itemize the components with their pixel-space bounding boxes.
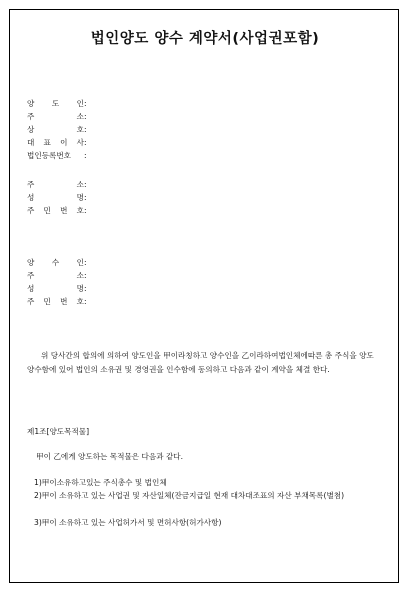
- field-label: 성 명: [27, 284, 84, 293]
- transferee-name-row: [27, 256, 87, 269]
- field-label: 주 민 번 호: [27, 206, 84, 215]
- field-label: 양 수 인: [27, 258, 84, 267]
- colon: :: [84, 99, 87, 108]
- colon: :: [84, 138, 87, 147]
- transferor-ceo-row: [27, 136, 87, 149]
- colon: :: [84, 271, 87, 280]
- colon: :: [84, 297, 87, 306]
- article-1-item-2: 2)甲이 소유하고 있는 사업권 및 자산일체(잔금지급일 현재 대차대조표의 자산 부채목록(별첨): [34, 491, 345, 500]
- transferor-corp-number-row: [27, 149, 87, 162]
- field-label: 양 도 인: [27, 99, 84, 108]
- field-label: 법인등록번호: [27, 151, 72, 160]
- field-label: 성 명: [27, 193, 84, 202]
- field-label: 주 민 번 호: [27, 297, 84, 306]
- rep-name-row: [27, 191, 87, 204]
- transferor-company-row: [27, 123, 87, 136]
- colon: :: [84, 193, 87, 202]
- colon: :: [84, 125, 87, 134]
- transferor-address-row: [27, 110, 87, 123]
- colon: :: [84, 258, 87, 267]
- field-label: 주 소: [27, 112, 84, 121]
- colon: :: [84, 206, 87, 215]
- article-1-item-1: 1)甲이소유하고있는 주식총수 및 법인체: [34, 478, 167, 487]
- transferee-id-row: [27, 295, 87, 308]
- transferor-name-row: [27, 97, 87, 110]
- field-label: 상 호: [27, 125, 84, 134]
- field-label: 주 소: [27, 271, 84, 280]
- colon: :: [84, 151, 87, 160]
- article-1-item-3: 3)甲이 소유하고 있는 사업허가서 및 면허사항(허가사항): [34, 518, 222, 527]
- transferee-address-row: [27, 269, 87, 282]
- transferee-person-name-row: [27, 282, 87, 295]
- rep-id-row: [27, 204, 87, 217]
- article-1-statement: 甲이 乙에게 양도하는 목적물은 다음과 같다.: [36, 452, 184, 461]
- intro-paragraph: 위 당사간의 합의에 의하여 양도인을 甲이라칭하고 양수인을 乙이라하여법인체에따른 총 주식을 양도 양수함에 있어 법인의 소유권 및 경영권을 인수함에 동의하고 다음과 같이 계약을 체결 한다.: [27, 351, 374, 374]
- rep-address-row: [27, 178, 87, 191]
- colon: :: [84, 180, 87, 189]
- field-label: 주 소: [27, 180, 84, 189]
- article-1-heading: 제1조[양도목적물]: [27, 427, 90, 436]
- field-label: 대 표 이 사: [27, 138, 84, 147]
- document-title: 법인양도 양수 계약서(사업권포함): [90, 31, 320, 47]
- colon: :: [84, 284, 87, 293]
- colon: :: [84, 112, 87, 121]
